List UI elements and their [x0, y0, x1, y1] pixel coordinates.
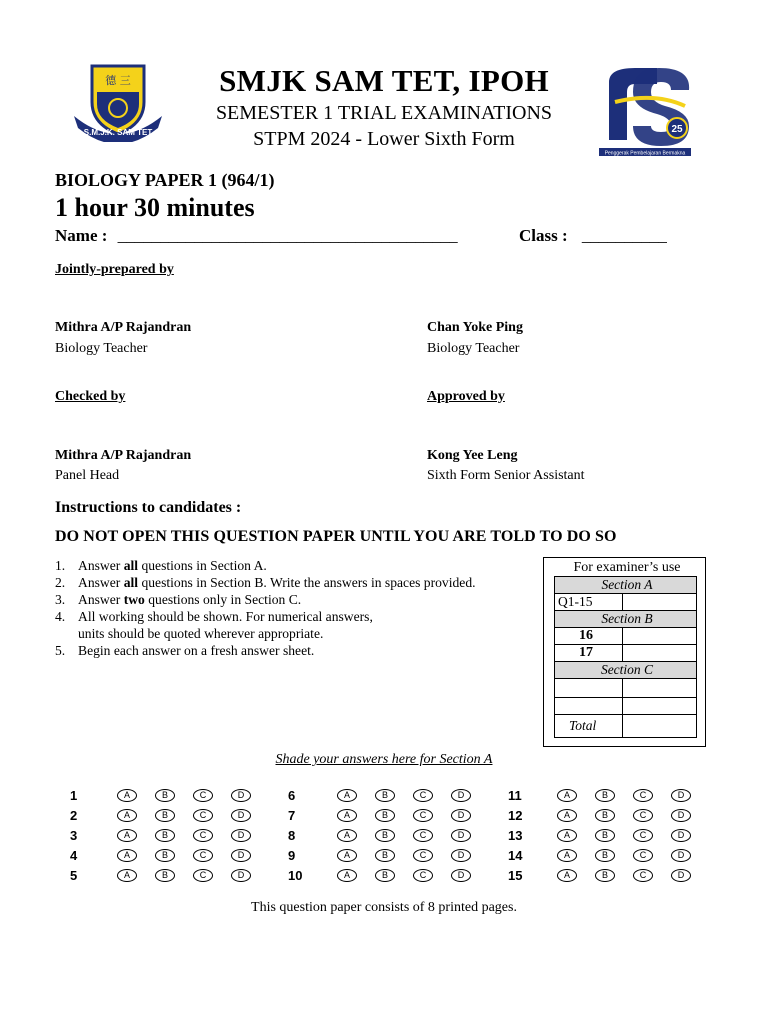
- question-number: 10: [288, 868, 303, 883]
- answer-bubble-b[interactable]: B: [595, 829, 615, 842]
- answer-bubble-a[interactable]: A: [117, 809, 137, 822]
- list-item: 2. Answer all questions in Section B. Write the answers in spaces provided.: [55, 575, 476, 590]
- answer-bubble-c[interactable]: C: [413, 869, 433, 882]
- answer-bubble-b[interactable]: B: [375, 829, 395, 842]
- crest-banner-text: S.M.J.K. SAM TET: [83, 128, 153, 137]
- section-c-q2-score[interactable]: [623, 698, 697, 715]
- preparer1-name: Mithra A/P Rajandran: [55, 320, 192, 335]
- answer-bubble-b[interactable]: B: [375, 809, 395, 822]
- question-number: 14: [508, 848, 523, 863]
- question-number: 2: [70, 808, 78, 823]
- answer-bubble-d[interactable]: D: [671, 869, 691, 882]
- total-label: Total: [555, 715, 623, 738]
- examiner-table: [554, 560, 697, 738]
- prepared-by-label: Jointly-prepared by: [55, 262, 174, 277]
- crest-chinese-text: 德 三: [105, 74, 131, 87]
- list-item: 4. All working should be shown. For numerical answers,: [55, 609, 373, 624]
- answer-bubble-c[interactable]: C: [413, 789, 433, 802]
- answer-bubble-a[interactable]: A: [337, 869, 357, 882]
- class-field[interactable]: [519, 226, 667, 246]
- section-c-q2[interactable]: [555, 698, 623, 715]
- preparer1-role: Biology Teacher: [55, 341, 148, 356]
- question-number: 11: [508, 788, 522, 803]
- q16-score[interactable]: [623, 628, 697, 645]
- q-range-score[interactable]: [623, 594, 697, 611]
- q-range-label: Q1-15: [555, 594, 623, 611]
- examiner-box: [543, 557, 706, 747]
- answer-grid: [0, 785, 768, 885]
- answer-bubble-d[interactable]: D: [231, 849, 251, 862]
- answer-bubble-d[interactable]: D: [671, 829, 691, 842]
- question-number: 8: [288, 828, 296, 843]
- answer-bubble-b[interactable]: B: [595, 869, 615, 882]
- instructions-list: [55, 557, 476, 659]
- shade-answers-heading: Shade your answers here for Section A: [275, 752, 493, 767]
- answer-bubble-a[interactable]: A: [557, 849, 577, 862]
- approver-name: Kong Yee Leng: [427, 448, 518, 463]
- answer-bubble-c[interactable]: C: [193, 829, 213, 842]
- approved-by-label: Approved by: [427, 389, 505, 404]
- exam-subtitle: STPM 2024 - Lower Sixth Form: [253, 128, 515, 150]
- answer-bubble-b[interactable]: B: [155, 849, 175, 862]
- answer-bubble-c[interactable]: C: [193, 809, 213, 822]
- checker-name: Mithra A/P Rajandran: [55, 448, 192, 463]
- answer-bubble-d[interactable]: D: [671, 809, 691, 822]
- answer-bubble-b[interactable]: B: [595, 789, 615, 802]
- name-blank[interactable]: ________________________________________: [117, 226, 458, 245]
- list-item: 5. Begin each answer on a fresh answer sheet.: [55, 643, 315, 658]
- list-item: units should be quoted wherever appropriate.: [78, 626, 324, 641]
- answer-bubble-a[interactable]: A: [557, 809, 577, 822]
- instructions-heading: Instructions to candidates :: [55, 499, 242, 516]
- q17-score[interactable]: [623, 645, 697, 662]
- section-c-q1[interactable]: [555, 679, 623, 698]
- answer-bubble-d[interactable]: D: [451, 809, 471, 822]
- answer-bubble-a[interactable]: A: [117, 849, 137, 862]
- warning-text: DO NOT OPEN THIS QUESTION PAPER UNTIL YOU ARE TOLD TO DO SO: [55, 528, 617, 545]
- answer-bubble-c[interactable]: C: [413, 809, 433, 822]
- answer-bubble-c[interactable]: C: [413, 849, 433, 862]
- answer-bubble-b[interactable]: B: [155, 829, 175, 842]
- answer-bubble-d[interactable]: D: [451, 849, 471, 862]
- examiner-heading: For examiner’s use: [555, 560, 697, 577]
- answer-bubble-c[interactable]: C: [633, 809, 653, 822]
- section-c-q1-score[interactable]: [623, 679, 697, 698]
- answer-bubble-a[interactable]: A: [557, 829, 577, 842]
- answer-bubble-c[interactable]: C: [633, 829, 653, 842]
- answer-bubble-a[interactable]: A: [117, 829, 137, 842]
- section-a-label: Section A: [555, 577, 697, 594]
- answer-bubble-d[interactable]: D: [231, 869, 251, 882]
- answer-bubble-d[interactable]: D: [231, 809, 251, 822]
- answer-bubble-a[interactable]: A: [557, 789, 577, 802]
- school-name: SMJK SAM TET, IPOH: [219, 63, 549, 98]
- name-label: Name :: [55, 226, 108, 245]
- answer-bubble-a[interactable]: A: [117, 789, 137, 802]
- list-item: 3. Answer two questions only in Section C.: [55, 592, 302, 607]
- answer-bubble-d[interactable]: D: [671, 849, 691, 862]
- list-item: 1. Answer all questions in Section A.: [55, 558, 267, 573]
- answer-bubble-d[interactable]: D: [451, 869, 471, 882]
- question-number: 6: [288, 788, 296, 803]
- answer-bubble-b[interactable]: B: [375, 849, 395, 862]
- answer-bubble-d[interactable]: D: [451, 789, 471, 802]
- answer-bubble-a[interactable]: A: [557, 869, 577, 882]
- question-number: 5: [70, 868, 78, 883]
- answer-bubble-b[interactable]: B: [375, 869, 395, 882]
- answer-bubble-a[interactable]: A: [337, 849, 357, 862]
- paper-title: BIOLOGY PAPER 1 (964/1): [55, 170, 275, 190]
- anniversary-number: 25: [671, 124, 683, 135]
- question-number: 4: [70, 848, 78, 863]
- answer-bubble-d[interactable]: D: [671, 789, 691, 802]
- class-blank[interactable]: __________: [581, 226, 667, 245]
- preparer2-name: Chan Yoke Ping: [427, 320, 523, 335]
- question-number: 12: [508, 808, 523, 823]
- approver-role: Sixth Form Senior Assistant: [427, 468, 585, 483]
- exam-title: SEMESTER 1 TRIAL EXAMINATIONS: [215, 102, 553, 124]
- answer-bubble-c[interactable]: C: [193, 869, 213, 882]
- question-number: 3: [70, 828, 78, 843]
- answer-bubble-a[interactable]: A: [337, 809, 357, 822]
- q16-label: 16: [555, 628, 623, 645]
- total-score[interactable]: [623, 715, 697, 738]
- answer-bubble-a[interactable]: A: [337, 829, 357, 842]
- question-number: 13: [508, 828, 523, 843]
- answer-bubble-b[interactable]: B: [375, 789, 395, 802]
- paper-duration: 1 hour 30 minutes: [55, 193, 255, 222]
- answer-bubble-b[interactable]: B: [155, 789, 175, 802]
- answer-bubble-a[interactable]: A: [117, 869, 137, 882]
- checker-role: Panel Head: [55, 468, 120, 483]
- answer-bubble-d[interactable]: D: [231, 829, 251, 842]
- class-label: Class :: [519, 226, 568, 245]
- checked-by-label: Checked by: [55, 389, 126, 404]
- name-field[interactable]: [55, 226, 458, 246]
- answer-bubble-c[interactable]: C: [193, 789, 213, 802]
- answer-bubble-a[interactable]: A: [337, 789, 357, 802]
- answer-bubble-b[interactable]: B: [595, 809, 615, 822]
- question-number: 15: [508, 868, 523, 883]
- preparer2-role: Biology Teacher: [427, 341, 520, 356]
- answer-bubble-d[interactable]: D: [231, 789, 251, 802]
- answer-bubble-c[interactable]: C: [413, 829, 433, 842]
- answer-bubble-c[interactable]: C: [193, 849, 213, 862]
- answer-bubble-b[interactable]: B: [155, 809, 175, 822]
- answer-bubble-c[interactable]: C: [633, 849, 653, 862]
- answer-bubble-b[interactable]: B: [155, 869, 175, 882]
- answer-bubble-c[interactable]: C: [633, 869, 653, 882]
- answer-bubble-d[interactable]: D: [451, 829, 471, 842]
- question-number: 9: [288, 848, 296, 863]
- q17-label: 17: [555, 645, 623, 662]
- anniversary-caption: Penggerak Pembelajaran Bermakna: [604, 150, 686, 157]
- question-number: 1: [70, 788, 78, 803]
- section-b-label: Section B: [555, 611, 697, 628]
- question-number: 7: [288, 808, 296, 823]
- answer-bubble-b[interactable]: B: [595, 849, 615, 862]
- answer-bubble-c[interactable]: C: [633, 789, 653, 802]
- section-c-label: Section C: [555, 662, 697, 679]
- page-count-footer: This question paper consists of 8 printed pages.: [251, 900, 517, 915]
